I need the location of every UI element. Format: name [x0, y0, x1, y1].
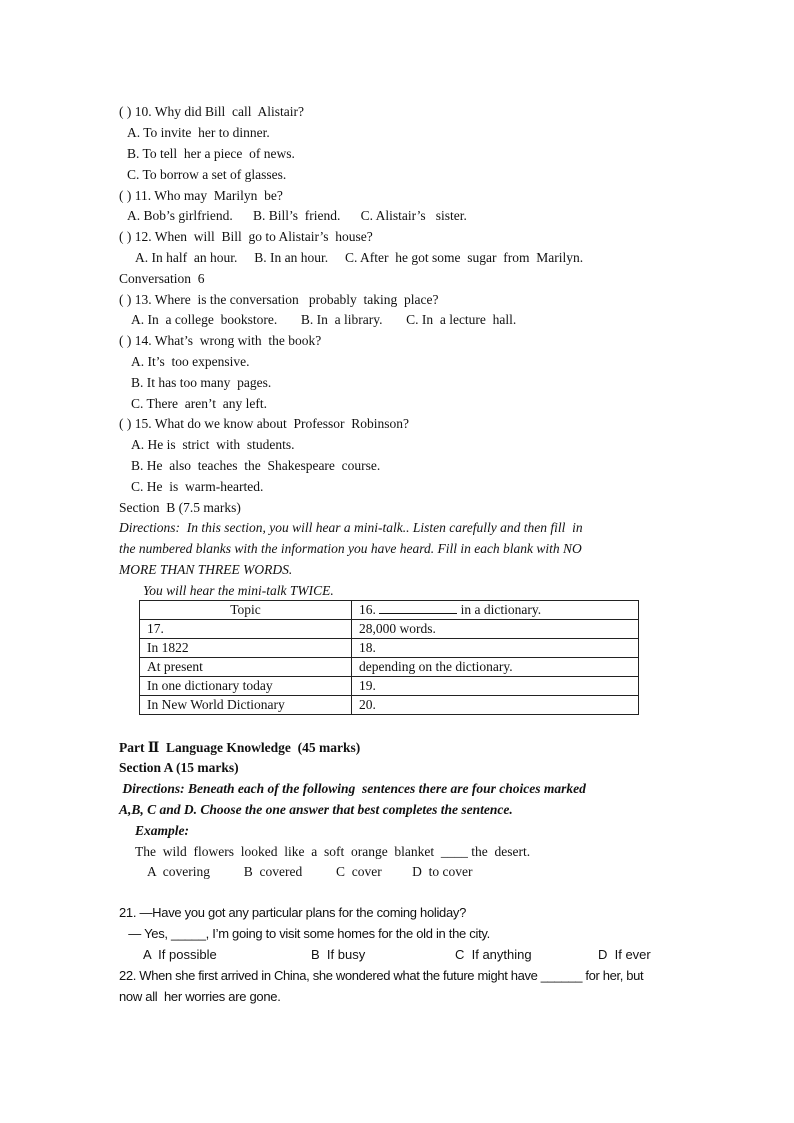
q12-option-a: A. In half an hour.	[135, 250, 238, 265]
table-cell-right: 19.	[352, 677, 639, 696]
q22-line1: 22. When she first arrived in China, she wondered what the future might have ______ for her, but	[119, 968, 644, 983]
q13-option-c: C. In a lecture hall.	[406, 312, 517, 327]
q11-option-a: A. Bob’s girlfriend.	[127, 208, 233, 223]
q10-option-a: A. To invite her to dinner.	[127, 125, 270, 140]
example-options	[147, 863, 472, 881]
q22-line2: now all her worries are gone.	[119, 989, 281, 1004]
table-row	[140, 620, 639, 639]
table-cell-right: 18.	[352, 639, 639, 658]
q11-options	[127, 207, 467, 225]
table-cell-left: At present	[140, 658, 352, 677]
example-label: Example:	[135, 823, 189, 838]
table-cell-right: 28,000 words.	[352, 620, 639, 639]
table-cell-left: 17.	[140, 620, 352, 639]
q15-option-a: A. He is strict with students.	[131, 437, 295, 452]
section-b-title: Section B (7.5 marks)	[119, 500, 241, 515]
table-row	[140, 696, 639, 715]
q21-option-d: D If ever	[598, 947, 651, 962]
table-row	[140, 677, 639, 696]
example-option-a: A covering	[147, 864, 210, 879]
q10-question: ( ) 10. Why did Bill call Alistair?	[119, 104, 304, 119]
example-option-c: C cover	[335, 864, 382, 879]
answer-blank[interactable]	[379, 601, 457, 614]
q21-option-b: B If busy	[311, 947, 366, 962]
part-2-directions-line1: Directions: Beneath each of the following sentences there are four choices marked	[119, 781, 586, 796]
section-b-directions-line2: the numbered blanks with the information you have heard. Fill in each blank with NO	[119, 541, 582, 556]
part-2-title: Part Ⅱ Language Knowledge (45 marks)	[119, 740, 361, 755]
q12-options	[135, 249, 583, 267]
q14-option-c: C. There aren’t any left.	[131, 396, 267, 411]
part-2-directions-line2: A,B, C and D. Choose the one answer that best completes the sentence.	[119, 802, 513, 817]
fill-in-table	[139, 600, 639, 715]
conversation-6-heading: Conversation 6	[119, 271, 205, 286]
part-2-section-a-title: Section A (15 marks)	[119, 760, 239, 775]
section-b-directions-line1: Directions: In this section, you will hear a mini-talk.. Listen carefully and then fill in	[119, 520, 583, 535]
q21-option-c: C If anything	[455, 947, 532, 962]
q12-option-b: B. In an hour.	[254, 250, 329, 265]
table-cell-right: 20.	[352, 696, 639, 715]
table-row	[140, 601, 639, 620]
q15-option-b: B. He also teaches the Shakespeare course.	[131, 458, 381, 473]
q13-option-b: B. In a library.	[300, 312, 383, 327]
table-cell-left: Topic	[140, 601, 352, 620]
q11-option-c: C. Alistair’s sister.	[360, 208, 467, 223]
q14-option-b: B. It has too many pages.	[131, 375, 272, 390]
q13-option-a: A. In a college bookstore.	[131, 312, 278, 327]
table-cell-left: In one dictionary today	[140, 677, 352, 696]
q21-option-a: A If possible	[143, 947, 217, 962]
example-option-b: B covered	[243, 864, 303, 879]
table-row	[140, 658, 639, 677]
table-cell-left: In New World Dictionary	[140, 696, 352, 715]
table-row	[140, 639, 639, 658]
q14-question: ( ) 14. What’s wrong with the book?	[119, 333, 322, 348]
q12-question: ( ) 12. When will Bill go to Alistair’s house?	[119, 229, 373, 244]
q11-option-b: B. Bill’s friend.	[253, 208, 341, 223]
q21-line1: 21. —Have you got any particular plans for the coming holiday?	[119, 905, 467, 920]
section-b-twice-note: You will hear the mini-talk TWICE.	[143, 583, 334, 598]
q12-option-c: C. After he got some sugar from Marilyn.	[344, 250, 584, 265]
q11-question: ( ) 11. Who may Marilyn be?	[119, 188, 283, 203]
q15-question: ( ) 15. What do we know about Professor Robinson?	[119, 416, 409, 431]
q14-option-a: A. It’s too expensive.	[131, 354, 250, 369]
q10-option-c: C. To borrow a set of glasses.	[127, 167, 287, 182]
table-cell-right: depending on the dictionary.	[352, 658, 639, 677]
q15-option-c: C. He is warm-hearted.	[131, 479, 264, 494]
table-cell-right: 16. in a dictionary.	[352, 601, 639, 620]
table-cell-left: In 1822	[140, 639, 352, 658]
section-b-directions-line3: MORE THAN THREE WORDS.	[119, 562, 293, 577]
q10-option-b: B. To tell her a piece of news.	[127, 146, 295, 161]
q21-line2: — Yes, _____, I’m going to visit some homes for the old in the city.	[125, 926, 490, 941]
q13-options	[131, 311, 516, 329]
example-sentence: The wild flowers looked like a soft orange blanket ____ the desert.	[135, 844, 531, 859]
example-option-d: D to cover	[412, 864, 473, 879]
q13-question: ( ) 13. Where is the conversation probably taking place?	[119, 292, 439, 307]
